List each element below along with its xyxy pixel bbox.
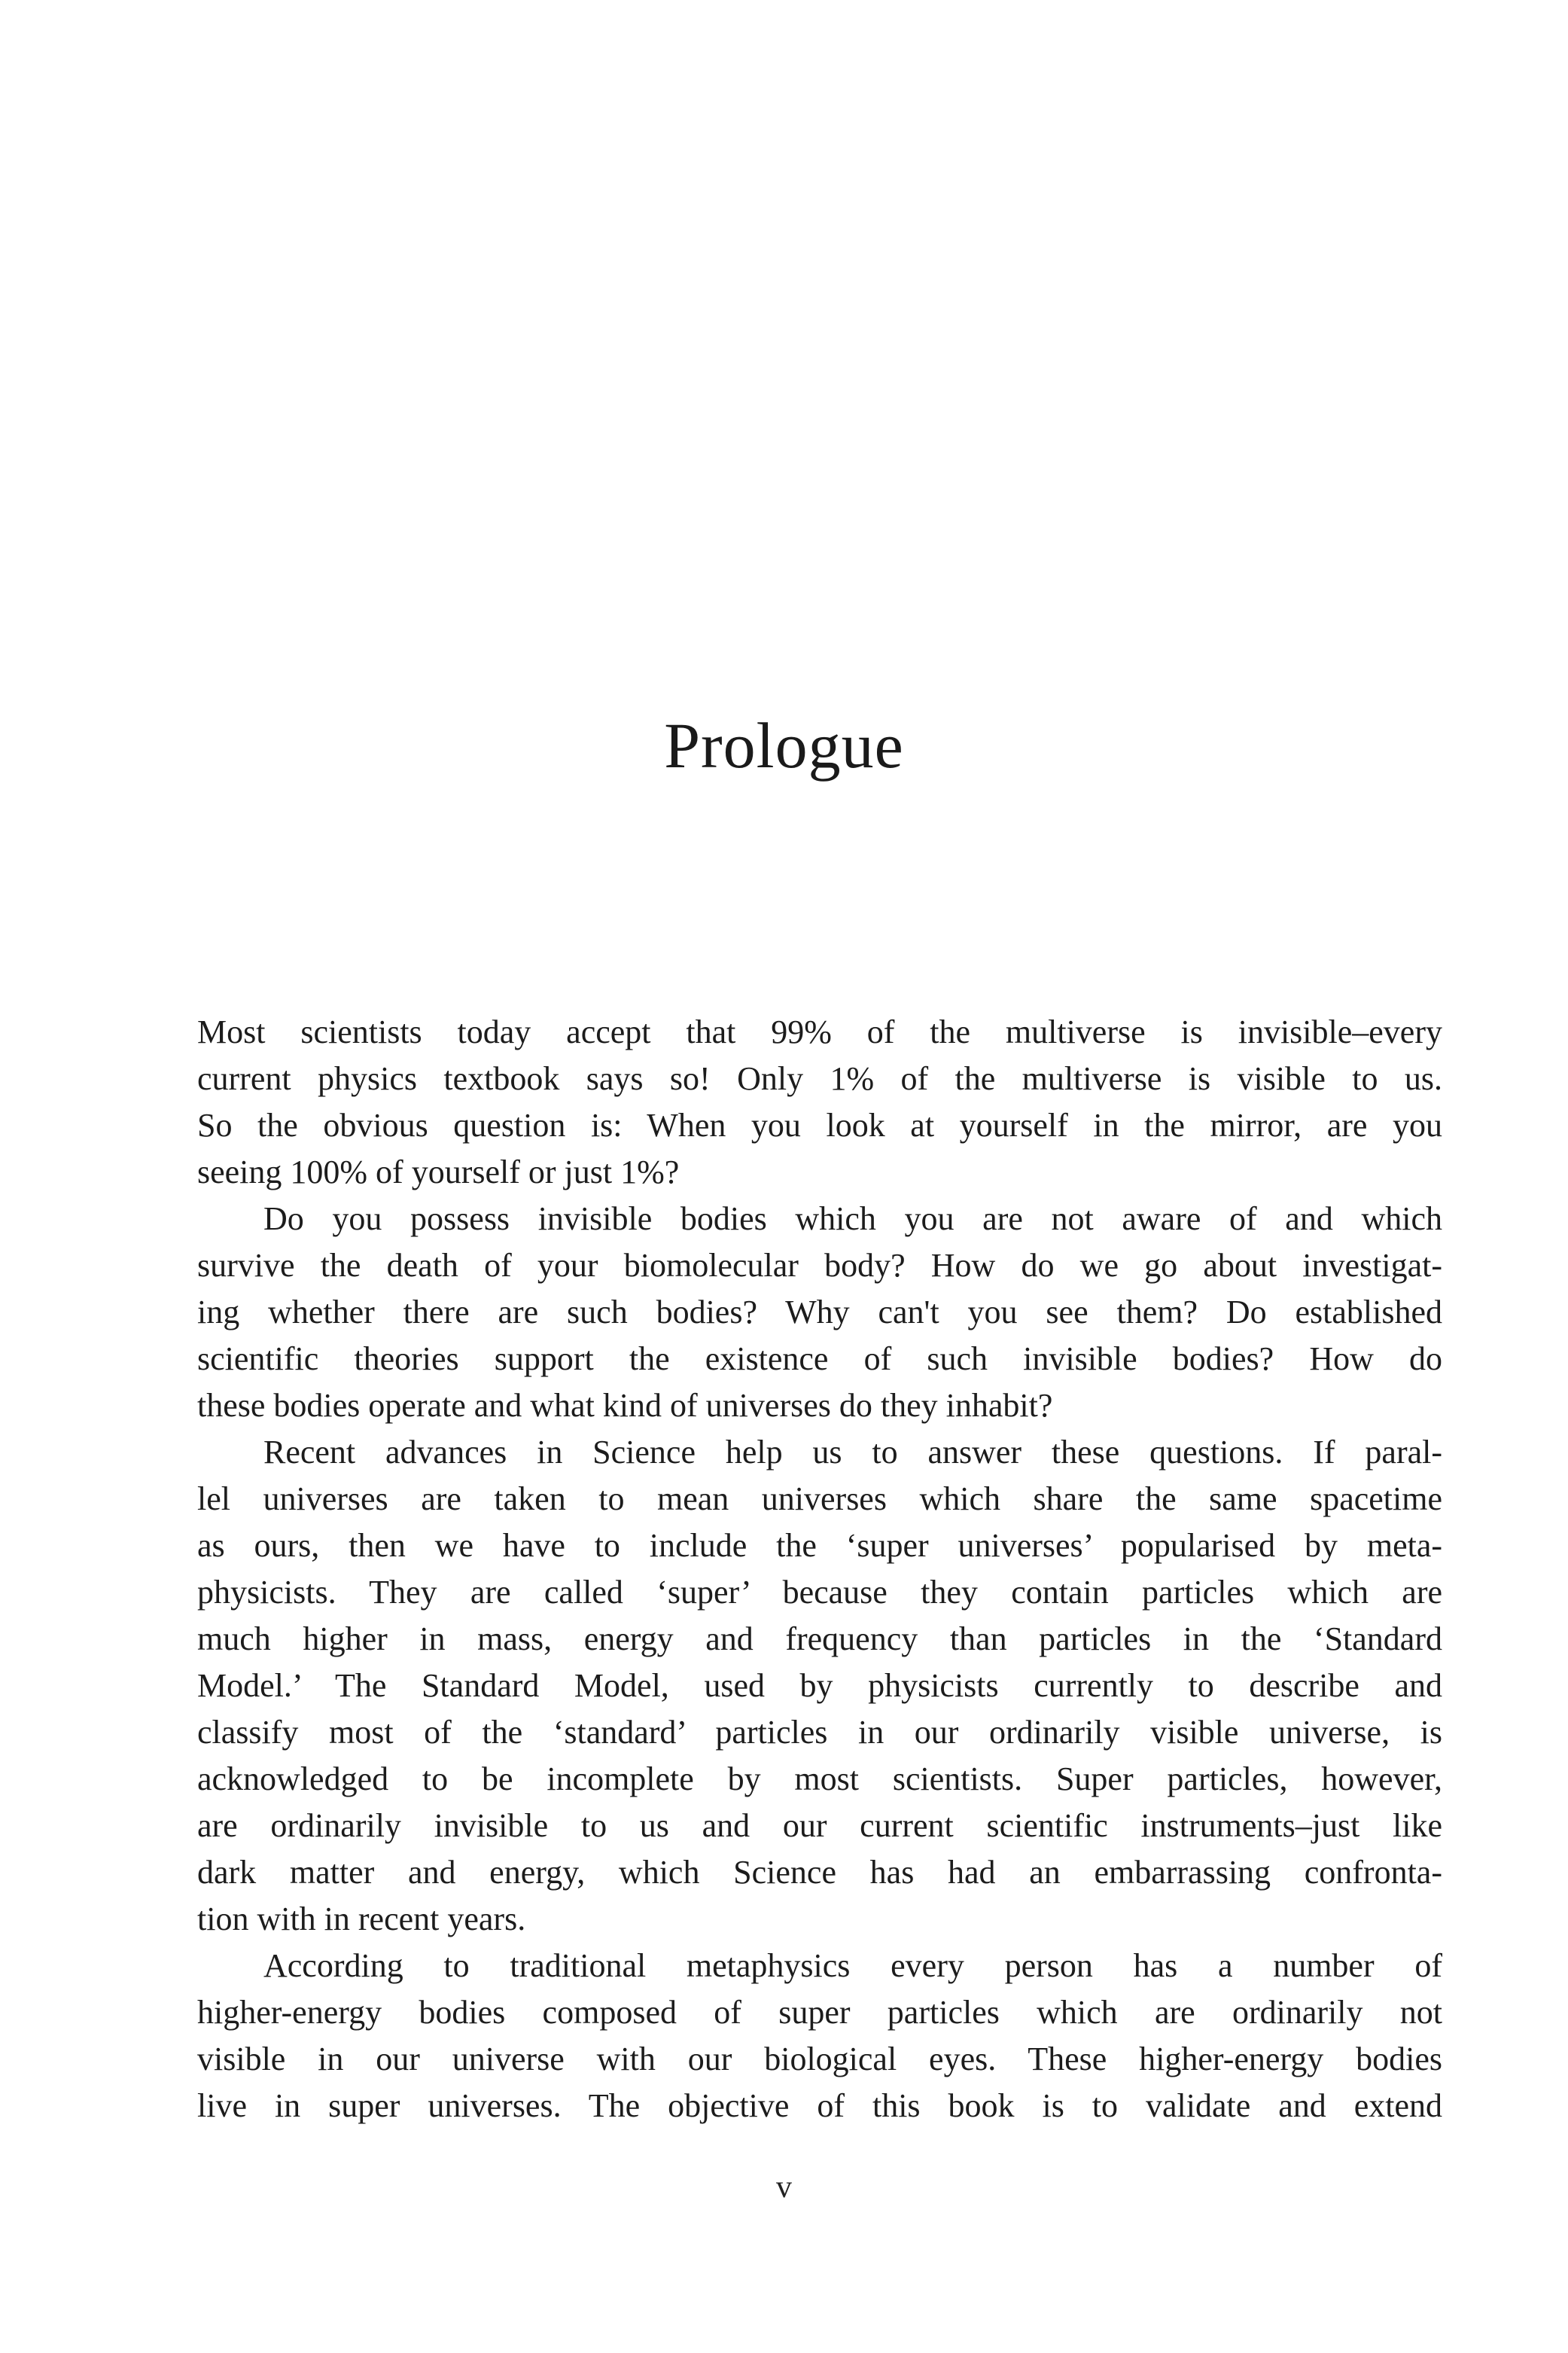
body-text: [197, 1009, 1442, 2129]
text-line: live in super universes. The objective of this book is to validate and extend: [197, 2087, 1442, 2124]
text-line: are ordinarily invisible to us and our current scientific instruments–just like: [197, 1807, 1442, 1844]
text-line: ing whether there are such bodies? Why can't you see them? Do established: [197, 1294, 1442, 1330]
text-line: So the obvious question is: When you look at yourself in the mirror, are you: [197, 1107, 1442, 1144]
text-line: classify most of the ‘standard’ particles in our ordinarily visible universe, is: [197, 1714, 1442, 1751]
text-line: Do you possess invisible bodies which you are not aware of and which: [263, 1200, 1442, 1237]
text-line: much higher in mass, energy and frequency than particles in the ‘Standard: [197, 1620, 1442, 1657]
text-line: these bodies operate and what kind of universes do they inhabit?: [197, 1387, 1053, 1424]
text-line: acknowledged to be incomplete by most scientists. Super particles, however,: [197, 1760, 1442, 1797]
text-line: physicists. They are called ‘super’ because they contain particles which are: [197, 1574, 1442, 1611]
text-line: scientific theories support the existence of such invisible bodies? How do: [197, 1340, 1442, 1377]
text-line: visible in our universe with our biological eyes. These higher-energy bodies: [197, 2041, 1442, 2077]
text-line: Model.’ The Standard Model, used by physicists currently to describe and: [197, 1667, 1442, 1704]
text-line: as ours, then we have to include the ‘super universes’ popularised by meta-: [197, 1527, 1442, 1564]
chapter-title: Prologue: [664, 709, 904, 782]
text-line: seeing 100% of yourself or just 1%?: [197, 1154, 680, 1190]
page-number: v: [776, 2170, 792, 2205]
text-line: dark matter and energy, which Science has had an embarrassing confronta-: [197, 1854, 1442, 1891]
text-line: Most scientists today accept that 99% of the multiverse is invisible–every: [197, 1013, 1442, 1050]
text-line: current physics textbook says so! Only 1% of the multiverse is visible to us.: [197, 1060, 1442, 1097]
paragraph-3: [197, 1429, 1442, 1943]
text-line: survive the death of your biomolecular body? How do we go about investigat-: [197, 1247, 1442, 1284]
text-line: lel universes are taken to mean universes which share the same spacetime: [197, 1480, 1442, 1517]
paragraph-1: [197, 1009, 1442, 1196]
text-line: Recent advances in Science help us to answer these questions. If paral-: [263, 1434, 1442, 1471]
paragraph-2: [197, 1196, 1442, 1429]
text-line: higher-energy bodies composed of super particles which are ordinarily not: [197, 1994, 1442, 2031]
text-line: According to traditional metaphysics every person has a number of: [263, 1947, 1442, 1984]
text-line: tion with in recent years.: [197, 1900, 526, 1937]
paragraph-4: [197, 1943, 1442, 2129]
